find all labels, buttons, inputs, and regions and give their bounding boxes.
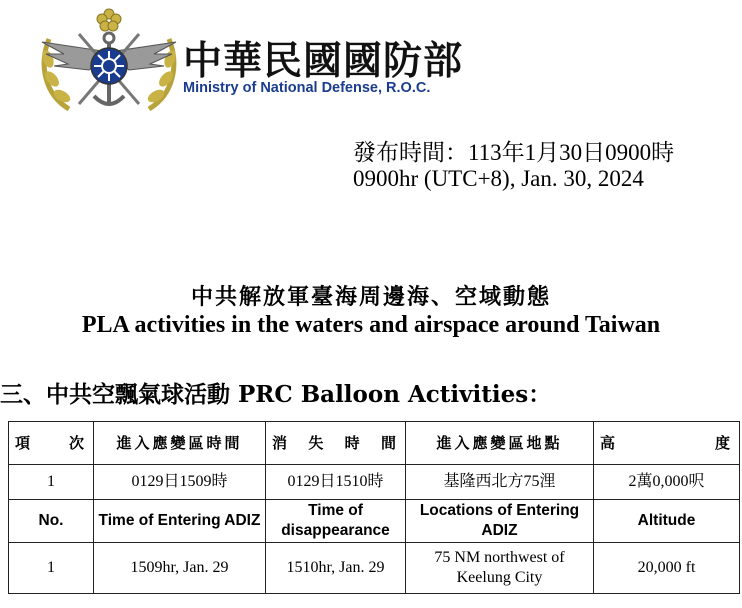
report-title-en: PLA activities in the waters and airspace around Taiwan	[81, 312, 661, 338]
cell-altitude: 2萬0,000呎	[594, 465, 740, 500]
org-name-en: Ministry of National Defense, R.O.C.	[183, 80, 431, 96]
cell-disappear-time: 0129日1510時	[266, 465, 406, 500]
header-altitude-zh: 高 度	[594, 422, 740, 465]
cell-entry-time: 1509hr, Jan. 29	[94, 543, 266, 594]
cell-no: 1	[9, 465, 94, 500]
table-row	[9, 543, 740, 594]
release-time-en: 0900hr (UTC+8), Jan. 30, 2024	[353, 166, 644, 191]
cell-entry-time: 0129日1509時	[94, 465, 266, 500]
header-location-zh: 進入應變區地點	[406, 422, 594, 465]
section-heading: 三、中共空飄氣球活動 PRC Balloon Activities：	[0, 381, 552, 408]
cell-location: 基隆西北方75浬	[406, 465, 594, 500]
balloon-activity-table	[8, 421, 740, 594]
mnd-emblem-icon	[34, 4, 184, 122]
cell-altitude: 20,000 ft	[594, 543, 740, 594]
table-row	[9, 465, 740, 500]
header-disappear-time-zh: 消 失 時 間	[266, 422, 406, 465]
table-header-zh	[9, 422, 740, 465]
cell-disappear-time: 1510hr, Jan. 29	[266, 543, 406, 594]
org-name-zh: 中華民國國防部	[183, 39, 464, 84]
header-no-en: No.	[9, 500, 94, 543]
table-header-en	[9, 500, 740, 543]
cell-no: 1	[9, 543, 94, 594]
header-altitude-en: Altitude	[594, 500, 740, 543]
header-disappear-time-en: Time of disappearance	[266, 500, 406, 543]
header-location-en: Locations of Entering ADIZ	[406, 500, 594, 543]
release-time-zh: 發布時間：113年1月30日0900時	[353, 140, 675, 165]
report-title-zh: 中共解放軍臺海周邊海、空域動態	[190, 284, 551, 310]
header-entry-time-zh: 進入應變區時間	[94, 422, 266, 465]
cell-location: 75 NM northwest of Keelung City	[406, 543, 594, 594]
header-no-zh: 項 次	[9, 422, 94, 465]
header-entry-time-en: Time of Entering ADIZ	[94, 500, 266, 543]
